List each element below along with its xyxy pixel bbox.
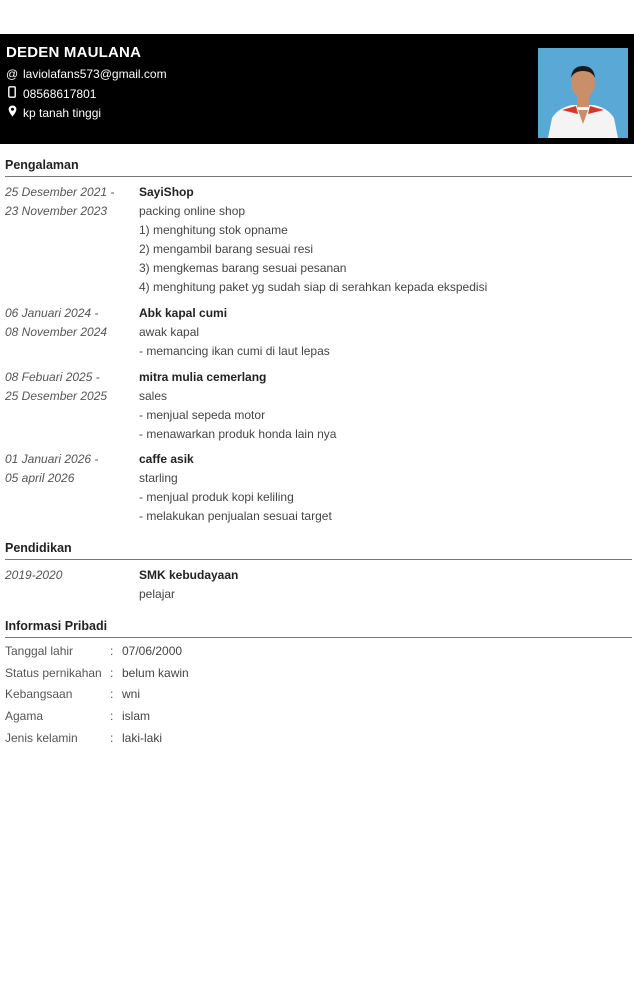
education-school: SMK kebudayaan (139, 568, 239, 582)
job-date-end: 25 Desember 2025 (5, 389, 108, 403)
job-role: starling (139, 471, 178, 485)
job-detail: - menjual sepeda motor (139, 408, 266, 422)
section-title-education: Pendidikan (5, 541, 72, 555)
job-date-start: 25 Desember 2021 - (5, 185, 115, 199)
info-label: Kebangsaan (5, 687, 73, 701)
at-icon: @ (6, 67, 19, 81)
divider (5, 176, 632, 177)
education-entry (139, 566, 238, 604)
job-date-start: 08 Febuari 2025 - (5, 370, 100, 384)
phone-row (6, 86, 96, 101)
location-pin-icon (6, 105, 18, 120)
info-value: laki-laki (122, 731, 163, 745)
job-detail: 2) mengambil barang sesuai resi (139, 242, 314, 256)
job-detail: - memancing ikan cumi di laut lepas (139, 344, 330, 358)
section-title-experience: Pengalaman (5, 158, 79, 172)
job-date (5, 183, 114, 221)
info-value: belum kawin (122, 666, 189, 680)
info-value: islam (122, 709, 151, 723)
job-date-start: 01 Januari 2026 - (5, 452, 99, 466)
info-colon: : (110, 644, 114, 658)
job-detail: - menjual produk kopi keliling (139, 490, 294, 504)
cv-header (0, 34, 634, 144)
job-detail: - menawarkan produk honda lain nya (139, 427, 337, 441)
job-detail: 1) menghitung stok opname (139, 223, 288, 237)
job-entry (139, 304, 330, 361)
profile-photo (538, 48, 628, 138)
job-company: SayiShop (139, 185, 194, 199)
job-date (5, 450, 98, 488)
job-detail: 4) menghitung paket yg sudah siap di serahkan kepada ekspedisi (139, 280, 488, 294)
email-row (6, 67, 167, 81)
phone-icon (6, 86, 18, 101)
job-date-end: 23 November 2023 (5, 204, 108, 218)
divider (5, 637, 632, 638)
section-title-personal: Informasi Pribadi (5, 619, 108, 633)
info-colon: : (110, 731, 114, 745)
job-company: Abk kapal cumi (139, 306, 228, 320)
job-role: awak kapal (139, 325, 200, 339)
info-value: wni (122, 687, 141, 701)
info-label: Status pernikahan (5, 666, 102, 680)
info-value: 07/06/2000 (122, 644, 183, 658)
job-detail: 3) mengkemas barang sesuai pesanan (139, 261, 347, 275)
info-colon: : (110, 687, 114, 701)
job-role: packing online shop (139, 204, 246, 218)
job-company: mitra mulia cemerlang (139, 370, 267, 384)
phone-text[interactable]: 08568617801 (23, 86, 97, 101)
info-colon: : (110, 666, 114, 680)
education-years: 2019-2020 (5, 568, 63, 582)
education-role: pelajar (139, 587, 176, 601)
email-text[interactable]: laviolafans573@gmail.com (23, 67, 167, 81)
job-role: sales (139, 389, 168, 403)
job-date-end: 08 November 2024 (5, 325, 108, 339)
job-entry (139, 450, 332, 526)
job-date-start: 06 Januari 2024 - (5, 306, 99, 320)
job-date (5, 368, 107, 406)
address-row (6, 105, 101, 120)
job-date-end: 05 april 2026 (5, 471, 75, 485)
info-label: Jenis kelamin (5, 731, 78, 745)
info-label: Agama (5, 709, 44, 723)
info-colon: : (110, 709, 114, 723)
divider (5, 559, 632, 560)
info-label: Tanggal lahir (5, 644, 74, 658)
address-text: kp tanah tinggi (23, 105, 102, 120)
job-detail: - melakukan penjualan sesuai target (139, 509, 332, 523)
job-date (5, 304, 107, 342)
job-entry (139, 183, 487, 297)
job-company: caffe asik (139, 452, 194, 466)
job-entry (139, 368, 336, 444)
cv-name: DEDEN MAULANA (6, 44, 142, 61)
